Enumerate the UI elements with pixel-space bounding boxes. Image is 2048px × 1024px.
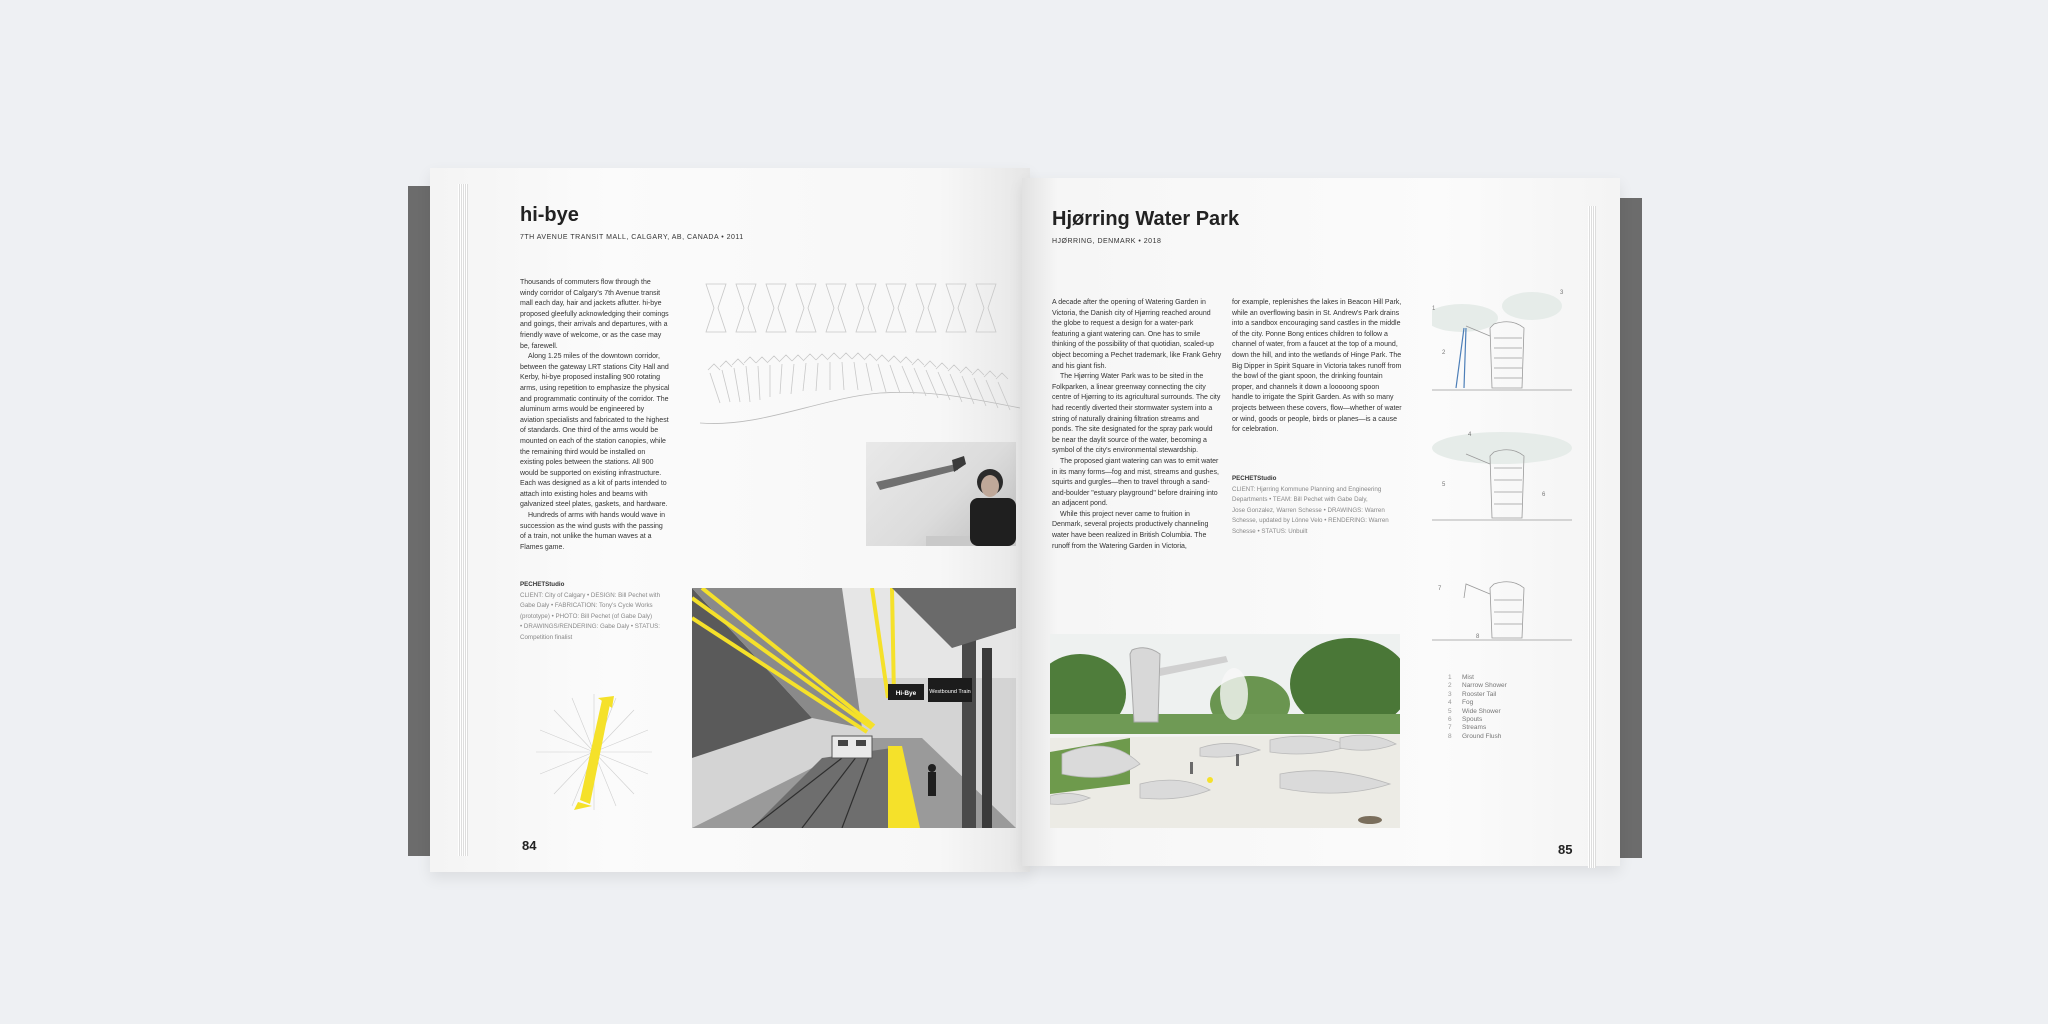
arm-elevation-row xyxy=(706,284,996,332)
paragraph: Hundreds of arms with hands would wave in succession as the wind gusts with the passing of a train, not unlike the human waves at a Flames game. xyxy=(520,512,665,551)
paragraph: for example, replenishes the lakes in Beacon Hill Park, while an overflowing basin in St. Andrew's Park drains into a sandbox encouraging sand castles in the middle of the city. Ponne Bong entices children to follow a channel of water, from a faucet at the top of a mound, down the hill, and into the wetlands of Hinge Park. The Big Dipper in Spirit Square in Victoria takes runoff from the bowl of the giant spoon, the drinking fountain proper, and channels it down a looooong spoon handle to irrigate the Spirit Garden. As with so many projects between these covers, flow—whether of water or wind, goods or people, birds or planes—is a cause for celebration. xyxy=(1232,299,1402,434)
legend-item: 2 Narrow Shower xyxy=(1448,682,1507,690)
credit-line: (prototype) • PHOTO: Bill Pechet (of Gabe Daly) xyxy=(520,612,653,620)
paragraph: Along 1.25 miles of the downtown corridor, between the gateway LRT stations City Hall and Kerby, hi-bye proposed installing 900 rotating arms, using repetition to emphasize the physical and programmatic continuity of the corridor. The aluminum arms would be engineered by aviation specialists and fabricated to the highest of standards. One third of the arms would be mounted on each of the station canopies, while the remaining third would be installed on existing poles between the stations. All 900 would be supported on existing infrastructure. Each was designed as a kit of parts intended to attach into existing holes and beams with galvanized steel plates, gaskets, and hardware. xyxy=(520,353,670,509)
left-credits xyxy=(520,580,670,643)
yellow-arm-illustration xyxy=(534,692,654,812)
diagram-legend xyxy=(1448,674,1507,741)
legend-item: 1 Mist xyxy=(1448,674,1474,681)
diagram-number: 3 xyxy=(1560,290,1564,296)
credit-line: CLIENT: Hjørring Kommune Planning and Engineering xyxy=(1232,485,1382,493)
credit-line: Schesse, updated by Lönne Velo • RENDERING: Warren xyxy=(1232,517,1389,524)
station-illustration xyxy=(692,588,1016,828)
legend-item: 6 Spouts xyxy=(1448,716,1483,724)
paragraph: The Hjørring Water Park was to be sited in the Folkparken, a linear greenway connecting the city centre of Hjørring to its agricultural surrounds. The city had recently diverted their stormwater system into a string of naturally draining filtration streams and ponds. The site designated for the spray park would be near the daylit source of the water, becoming a symbol of the city's environmental stewardship. xyxy=(1052,373,1221,455)
water-park-rendering xyxy=(1050,634,1400,828)
right-body-col1 xyxy=(1052,298,1222,552)
westbound-train-sign: Westbound Train xyxy=(929,689,971,695)
left-body-text xyxy=(520,278,670,553)
arm-prototype-illustration xyxy=(866,442,1016,546)
hi-bye-sign: Hi-Bye xyxy=(895,690,917,697)
open-book xyxy=(408,168,1642,878)
left-page-title: hi-bye xyxy=(520,204,579,226)
right-credits xyxy=(1232,474,1408,537)
right-page-subtitle: HJØRRING, DENMARK • 2018 xyxy=(1052,238,1162,245)
arm-wave-row xyxy=(708,353,1010,410)
right-body-col2 xyxy=(1232,298,1402,436)
page-edges-right xyxy=(1588,206,1596,868)
left-page-subtitle: 7TH AVENUE TRANSIT MALL, CALGARY, AB, CANADA • 2011 xyxy=(520,234,744,241)
credit-line: Departments • TEAM: Bill Pechet with Gabe Daly, xyxy=(1232,496,1368,503)
paragraph: A decade after the opening of Watering Garden in Victoria, the Danish city of Hjørring reached around the globe to request a design for a water-park featuring a giant watering can. One has to smile thinking of the possibility of that quotidian, scaled-up object becoming a Pechet trademark, like Frank Gehry and his giant fish. xyxy=(1052,299,1222,370)
credit-line: • DRAWINGS/RENDERING: Gabe Daly • STATUS: xyxy=(520,623,661,630)
legend-item: 7 Streams xyxy=(1448,724,1487,732)
portrait-photo xyxy=(866,442,1016,546)
diagram-number: 5 xyxy=(1442,482,1446,488)
credit-line: Competition finalist xyxy=(520,633,573,641)
legend-item: 8 Ground Flush xyxy=(1448,732,1502,740)
legend-item: 3 Rooster Tail xyxy=(1448,690,1497,698)
left-page xyxy=(430,168,1030,872)
diagram-streams-flush xyxy=(1432,582,1572,640)
book-cover-right xyxy=(1618,198,1642,858)
diagram-number: 2 xyxy=(1442,350,1446,356)
page-number-right: 85 xyxy=(1558,842,1573,857)
page-number-left: 84 xyxy=(522,838,537,853)
paragraph: Thousands of commuters flow through the windy corridor of Calgary's 7th Avenue transit mall each day, hair and jackets aflutter. hi-bye proposed gleefully acknowledging their comings and goings, their arrivals and departures, with a friendly wave of welcome, or as the case may be, farewell. xyxy=(520,279,669,350)
page-edges-left xyxy=(458,184,468,856)
arm-sketch-drawings xyxy=(700,278,1020,438)
credit-line: Jose Gonzalez, Warren Schesse • DRAWINGS: Warren xyxy=(1232,506,1385,514)
credit-heading: PECHETStudio xyxy=(520,581,565,588)
legend-item: 5 Wide Shower xyxy=(1448,707,1501,715)
diagram-number: 4 xyxy=(1468,432,1472,438)
paragraph: While this project never came to fruition in Denmark, several projects productively channeling water have been realized in British Columbia. The runoff from the Watering Garden in Victoria, xyxy=(1052,510,1209,550)
diagram-number: 6 xyxy=(1542,492,1546,498)
paragraph: The proposed giant watering can was to emit water in its many forms—fog and mist, streams and gushes, squirts and gurgles—then to travel through a sand-and-boulder "estuary playground" before draining into an adjacent pond. xyxy=(1052,457,1219,508)
diagram-number: 8 xyxy=(1476,634,1480,640)
legend-item: 4 Fog xyxy=(1448,699,1474,707)
right-page-title: Hjørring Water Park xyxy=(1052,208,1240,230)
credit-line: Schesse • STATUS: Unbuilt xyxy=(1232,527,1308,535)
watering-can-diagrams xyxy=(1432,288,1582,658)
diagram-fog-spouts xyxy=(1432,432,1572,520)
diagram-number: 7 xyxy=(1438,586,1442,592)
diagram-mist-shower xyxy=(1432,292,1572,390)
credit-line: CLIENT: City of Calgary • DESIGN: Bill Pechet with xyxy=(520,591,661,599)
water-park-illustration xyxy=(1050,634,1400,828)
right-page xyxy=(1022,178,1620,866)
station-photo xyxy=(692,588,1016,828)
diagram-number: 1 xyxy=(1432,306,1436,312)
credit-line: Gabe Daly • FABRICATION: Tony's Cycle Works xyxy=(520,602,653,609)
credit-heading: PECHETStudio xyxy=(1232,475,1277,482)
